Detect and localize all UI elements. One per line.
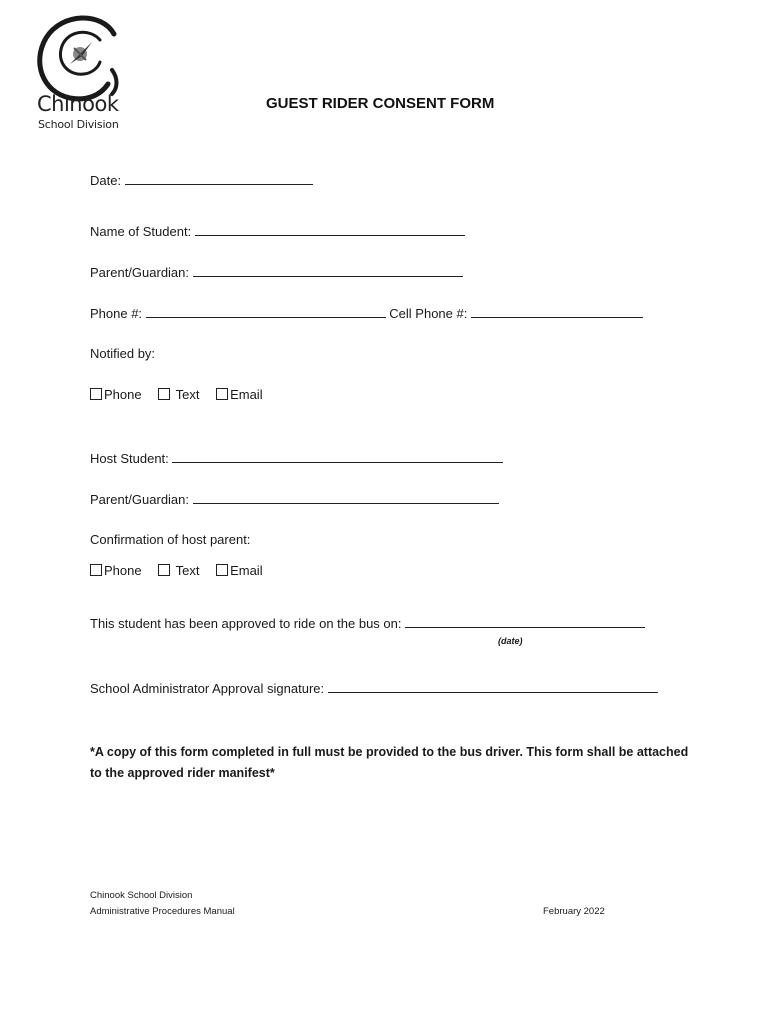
- checkbox-icon[interactable]: [158, 564, 170, 576]
- footer-manual: Administrative Procedures Manual: [90, 906, 235, 917]
- notified-phone-option[interactable]: Phone: [90, 387, 142, 402]
- host-student-row: [90, 451, 503, 465]
- admin-signature-field[interactable]: [328, 681, 658, 693]
- student-name-row: [90, 224, 465, 238]
- host-parent-guardian-field[interactable]: [193, 492, 499, 504]
- confirmation-options: [90, 564, 276, 577]
- parent-guardian-field[interactable]: [193, 265, 463, 277]
- notified-by-options: [90, 388, 276, 401]
- cell-phone-label: Cell Phone #:: [389, 306, 468, 321]
- footer-date: February 2022: [543, 906, 605, 917]
- date-label: Date:: [90, 173, 122, 188]
- confirm-email-option[interactable]: Email: [216, 563, 263, 578]
- approved-ride-date-field[interactable]: [405, 616, 645, 628]
- student-name-label: Name of Student:: [90, 224, 192, 239]
- checkbox-icon[interactable]: [158, 388, 170, 400]
- date-row: [90, 173, 313, 187]
- confirm-phone-option[interactable]: Phone: [90, 563, 142, 578]
- admin-signature-label: School Administrator Approval signature:: [90, 681, 325, 696]
- student-name-field[interactable]: [195, 224, 465, 236]
- parent-guardian-row: [90, 265, 463, 279]
- confirm-text-option[interactable]: Text: [158, 563, 199, 578]
- checkbox-icon[interactable]: [90, 564, 102, 576]
- phone-label: Phone #:: [90, 306, 143, 321]
- bus-driver-notice: *A copy of this form completed in full must be provided to the bus driver. This form shall be attached to the approved rider manifest*: [90, 745, 689, 780]
- notified-text-option[interactable]: Text: [158, 387, 199, 402]
- approved-ride-row: [90, 616, 645, 630]
- cell-phone-field[interactable]: [471, 306, 643, 318]
- host-student-label: Host Student:: [90, 451, 169, 466]
- host-student-field[interactable]: [172, 451, 503, 463]
- approved-ride-label: This student has been approved to ride on the bus on:: [90, 616, 402, 631]
- checkbox-icon[interactable]: [216, 388, 228, 400]
- notified-email-option[interactable]: Email: [216, 387, 263, 402]
- host-parent-guardian-row: [90, 492, 499, 506]
- admin-signature-row: [90, 681, 658, 695]
- parent-guardian-label: Parent/Guardian:: [90, 265, 190, 280]
- checkbox-icon[interactable]: [90, 388, 102, 400]
- confirmation-label: Confirmation of host parent:: [90, 532, 251, 547]
- checkbox-icon[interactable]: [216, 564, 228, 576]
- footer-org: Chinook School Division: [90, 890, 193, 901]
- form-title: GUEST RIDER CONSENT FORM: [266, 95, 495, 112]
- host-parent-guardian-label: Parent/Guardian:: [90, 492, 190, 507]
- date-field[interactable]: [125, 173, 313, 185]
- logo-subtitle: School Division: [38, 118, 119, 131]
- date-hint: (date): [498, 636, 523, 646]
- notified-by-label: Notified by:: [90, 346, 156, 361]
- phone-field[interactable]: [146, 306, 386, 318]
- logo-name: Chinook: [37, 92, 119, 116]
- phone-row: [90, 306, 643, 320]
